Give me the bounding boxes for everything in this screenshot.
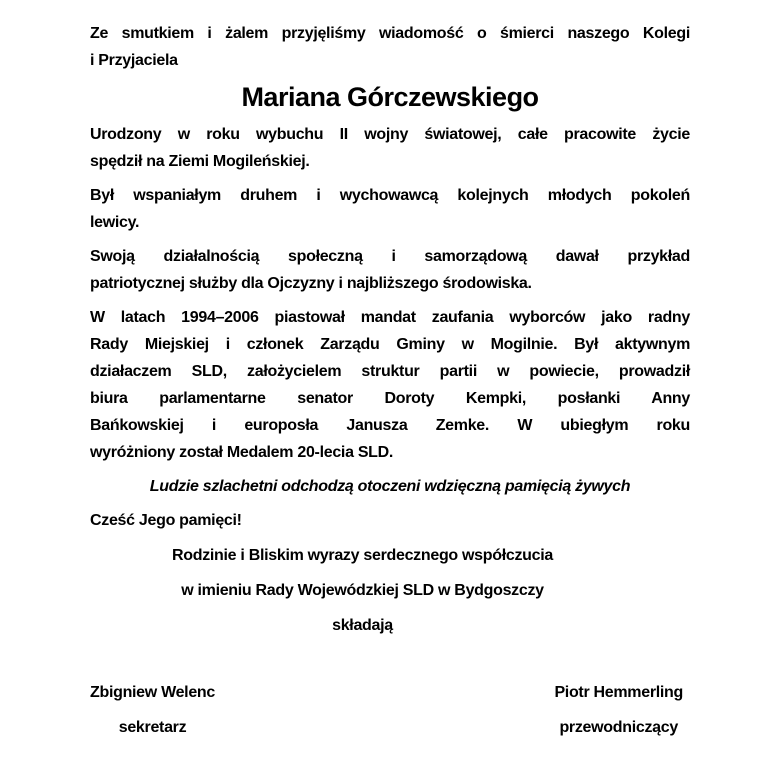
career-line-5: Bańkowskiej i europosła Janusza Zemke. W ubiegłym roku <box>90 417 690 434</box>
signature-left-name: Zbigniew Welenc <box>90 684 216 701</box>
mentor-paragraph <box>90 182 690 236</box>
service-line-2: patriotycznej służby dla Ojczyzny i najbliższego środowiska. <box>90 275 532 292</box>
mentor-line-1: Był wspaniałym druhem i wychowawcą kolejnych młodych pokoleń <box>90 187 690 204</box>
submitted-by-line: składają <box>332 617 393 634</box>
career-line-2: Rady Miejskiej i członek Zarządu Gminy w Mogilnie. Był aktywnym <box>90 336 690 353</box>
closing-block <box>90 542 635 639</box>
deceased-name-title: Mariana Górczewskiego <box>241 82 539 112</box>
career-line-1: W latach 1994–2006 piastował mandat zaufania wyborców jako radny <box>90 309 690 326</box>
mentor-line-2: lewicy. <box>90 214 140 231</box>
service-paragraph <box>90 243 690 297</box>
on-behalf-line: w imieniu Rady Wojewódzkiej SLD w Bydgoszczy <box>181 582 544 599</box>
intro-line-1: Ze smutkiem i żalem przyjęliśmy wiadomość o śmierci naszego Kolegi <box>90 25 690 42</box>
condolences-line: Rodzinie i Bliskim wyrazy serdecznego współczucia <box>172 547 553 564</box>
biography-paragraph <box>90 121 690 175</box>
signature-left-role: sekretarz <box>118 719 187 736</box>
signature-right-name: Piotr Hemmerling <box>554 684 683 701</box>
tribute-line: Cześć Jego pamięci! <box>90 512 242 529</box>
intro-line-2: i Przyjaciela <box>90 52 178 69</box>
career-line-6: wyróżniony został Medalem 20-lecia SLD. <box>90 444 394 461</box>
career-line-4: biura parlamentarne senator Doroty Kempki, posłanki Anny <box>90 390 690 407</box>
signature-left <box>90 679 215 741</box>
signature-right <box>554 679 683 741</box>
career-line-3: działaczem SLD, założycielem struktur partii w powiecie, prowadził <box>90 363 690 380</box>
biography-line-1: Urodzony w roku wybuchu II wojny światowej, całe pracowite życie <box>90 126 690 143</box>
biography-line-2: spędził na Ziemi Mogileńskiej. <box>90 153 310 170</box>
memorial-motto: Ludzie szlachetni odchodzą otoczeni wdzięczną pamięcią żywych <box>149 478 631 495</box>
career-paragraph <box>90 304 690 466</box>
signature-right-role: przewodniczący <box>559 719 678 736</box>
service-line-1: Swoją działalnością społeczną i samorządową dawał przykład <box>90 248 690 265</box>
intro-paragraph <box>90 20 690 74</box>
signatures-row <box>90 679 690 741</box>
